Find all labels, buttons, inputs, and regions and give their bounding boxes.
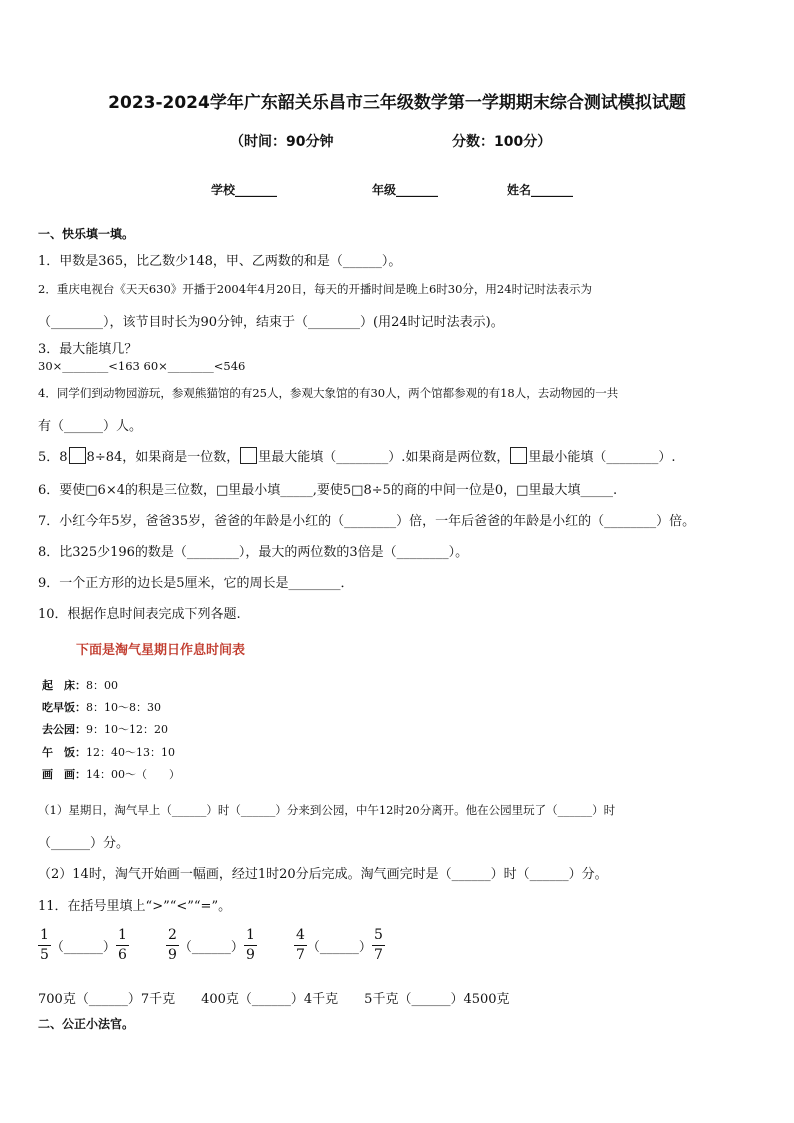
fraction (38, 928, 51, 964)
section-2-title: 二、公正小法官。 (38, 1017, 135, 1031)
schedule-time: 9：10～12：20 (86, 723, 168, 736)
question-5-part2: 8÷84，如果商是一位数， (86, 450, 240, 465)
fraction-comparison (38, 928, 129, 964)
denominator: 9 (245, 947, 255, 964)
question-7: 7．小红今年5岁，爸爸35岁，爸爸的年龄是小红的（________）倍，一年后爸爸的年龄是小红的（________）倍。 (38, 514, 696, 529)
question-6: 6．要使□6×4的积是三位数，□里最小填_____,要使5□8÷5的商的中间一位是0，□里最大填_____. (38, 483, 618, 498)
grade-field: 年级_______ (372, 183, 439, 197)
numerator: 1 (244, 928, 257, 946)
fraction (116, 928, 129, 964)
numerator: 2 (166, 928, 179, 946)
schedule-row (42, 677, 118, 693)
fraction (294, 928, 307, 964)
question-10-sub1-line2: （______）分。 (38, 836, 130, 851)
question-4-line2: 有（______）人。 (38, 419, 143, 434)
numerator: 1 (38, 928, 51, 946)
blank-box (510, 447, 527, 464)
exam-score: 分数：100分） (452, 134, 552, 150)
schedule-row (42, 744, 175, 760)
denominator: 6 (117, 947, 127, 964)
fraction-pair (38, 928, 129, 964)
schedule-time: 8：10～8：30 (86, 701, 161, 714)
schedule-label: 午 饭： (42, 746, 86, 759)
section-1-title: 一、快乐填一填。 (38, 227, 135, 241)
numerator: 4 (294, 928, 307, 946)
schedule-time: 12：40～13：10 (86, 746, 175, 759)
numerator: 1 (116, 928, 129, 946)
schedule-label: 吃早饭： (42, 701, 86, 714)
question-10-title: 10．根据作息时间表完成下列各题. (38, 607, 241, 622)
schedule-row (42, 699, 161, 715)
fraction-pair (166, 928, 257, 964)
schedule-label: 去公园： (42, 723, 86, 736)
fraction (372, 928, 385, 964)
schedule-time: 8：00 (86, 679, 118, 692)
question-5-part4: 里最小能填（________）. (528, 450, 676, 465)
exam-title: 2023-2024学年广东韶关乐昌市三年级数学第一学期期末综合测试模拟试题 (108, 93, 686, 113)
question-10-sub2: （2）14时，淘气开始画一幅画，经过1时20分后完成。淘气画完时是（______）时（______）分。 (38, 867, 608, 882)
answer-blank: （______） (178, 940, 244, 956)
question-5-part3: 里最大能填（________）.如果商是两位数， (258, 450, 510, 465)
fraction-pair (294, 928, 385, 964)
school-field: 学校_______ (211, 183, 278, 197)
question-2-line2: （________），该节目时长为90分钟，结束于（________）(用24时记时法表示)。 (38, 315, 504, 330)
question-3-line: 30×________<163 60×________<546 (38, 359, 246, 373)
denominator: 7 (373, 947, 383, 964)
schedule-label: 画 画： (42, 768, 86, 781)
question-1: 1．甲数是365，比乙数少148，甲、乙两数的和是（______）。 (38, 254, 402, 269)
name-field: 姓名_______ (507, 183, 574, 197)
question-5-part1: 5．8 (38, 450, 68, 465)
schedule-row (42, 766, 180, 782)
denominator: 5 (40, 947, 49, 964)
weight-comparison: 700克（______）7千克 400克（______）4千克 5千克（______）4500克 (38, 992, 510, 1007)
answer-blank: （______） (50, 940, 116, 956)
question-4-line1: 4．同学们到动物园游玩，参观熊猫馆的有25人，参观大象馆的有30人，两个馆都参观的有18人，去动物园的一共 (38, 386, 619, 400)
question-2-line1: 2．重庆电视台《天天630》开播于2004年4月20日，每天的开播时间是晚上6时30分，用24时记时法表示为 (38, 282, 593, 296)
denominator: 7 (296, 947, 305, 964)
fraction (166, 928, 179, 964)
fraction-comparison (166, 928, 257, 964)
question-5 (38, 446, 676, 465)
schedule-label: 起 床： (42, 679, 86, 692)
question-3-title: 3．最大能填几？ (38, 342, 138, 357)
question-8: 8．比325少196的数是（________），最大的两位数的3倍是（________）。 (38, 545, 469, 560)
numerator: 5 (372, 928, 385, 946)
schedule-row (42, 721, 168, 737)
question-9: 9．一个正方形的边长是5厘米，它的周长是________． (38, 576, 354, 591)
exam-time: （时间：90分钟 (230, 134, 334, 150)
answer-blank: （______） (306, 940, 372, 956)
schedule-time: 14：00～（ ） (86, 768, 180, 781)
denominator: 9 (168, 947, 177, 964)
question-10-sub1-line1: （1）星期日，淘气早上（______）时（______）分来到公园，中午12时20分离开。他在公园里玩了（______）时 (38, 803, 616, 817)
fraction (244, 928, 257, 964)
fraction-comparison (294, 928, 385, 964)
blank-box (240, 447, 257, 464)
schedule-table-title: 下面是淘气星期日作息时间表 (76, 643, 246, 658)
blank-box (69, 447, 86, 464)
question-11-title: 11．在括号里填上“>”“<”“=”。 (38, 899, 232, 914)
